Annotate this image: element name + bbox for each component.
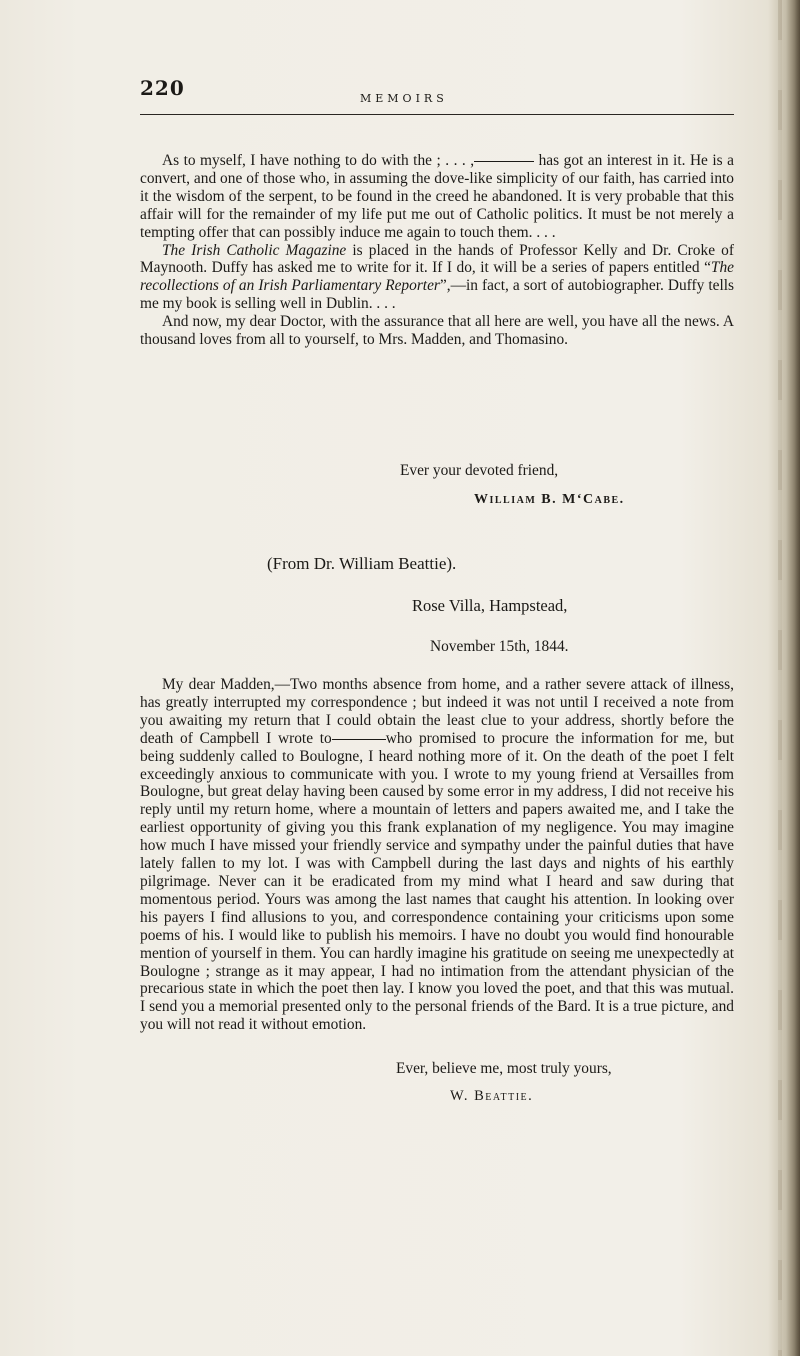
running-head: MEMOIRS bbox=[360, 92, 448, 105]
letter1-p1-start: As to myself, I have nothing to do with the ; . . . , bbox=[162, 152, 475, 169]
letter2-source: (From Dr. William Beattie). bbox=[267, 554, 457, 573]
letter1-paragraph-2 bbox=[140, 242, 734, 314]
letter1-p2-b: ”,—in fact, a sort of autobiographer. Duffy tells me my book is selling well in Dublin. . . . bbox=[140, 277, 734, 313]
letter1-p2-a: is placed in the hands of Professor Kelly and Dr. Croke of Maynooth. Duffy has asked me to write for it. If I do, it will be a series of papers entitled “ bbox=[140, 241, 734, 277]
letter2-address: Rose Villa, Hampstead, bbox=[412, 596, 568, 615]
page-number: 220 bbox=[140, 76, 185, 100]
letter2-paragraph bbox=[140, 676, 734, 1034]
letter2-signature: W. Beattie. bbox=[450, 1088, 534, 1104]
letter2-date: November 15th, 1844. bbox=[430, 638, 569, 655]
magazine-title: The Irish Catholic Magazine bbox=[162, 241, 347, 259]
letter1-paragraph-1 bbox=[140, 152, 734, 242]
letter1-p1-rest: has got an interest in it. He is a convert, and one of those who, in assuming the dove-like simplicity of our faith, has carried into it the wisdom of the serpent, to be found in the creed he abandoned. It is very probable that this affair will for the remainder of my life put me out of Catholic politics. It must be not merely a tempting offer that can possibly induce me again to touch them. . . . bbox=[140, 152, 734, 241]
letter1-signoff: Ever your devoted friend, bbox=[400, 462, 559, 479]
letter2-signoff: Ever, believe me, most truly yours, bbox=[396, 1060, 612, 1077]
letter-mccabe-body bbox=[140, 152, 734, 349]
letter1-signature: William B. M‘Cabe. bbox=[474, 492, 625, 507]
page-edge-shadow bbox=[786, 0, 800, 1356]
omitted-name-blank bbox=[474, 161, 534, 162]
header-rule bbox=[140, 114, 734, 115]
omitted-name-dash bbox=[332, 739, 386, 740]
letter-beattie-body bbox=[140, 676, 734, 1034]
letter1-paragraph-3: And now, my dear Doctor, with the assurance that all here are well, you have all the news. A thousand loves from all to yourself, to Mrs. Madden, and Thomasino. bbox=[140, 313, 734, 349]
letter2-body-a: My dear Madden,—Two months absence from home, and a rather severe attack of illness, has greatly interrupted my correspondence ; but indeed it was not until I received a note from you awaiting my return that I could obtain the least clue to your address, shortly before the death of Campbell I wrote to bbox=[140, 676, 734, 747]
series-title: The recollections of an Irish Parliamentary Reporter bbox=[140, 259, 734, 295]
letter2-body-b: who promised to procure the information for me, but being suddenly called to Boulogne, I heard nothing more of it. On the death of the poet I felt exceedingly anxious to communicate with you. I wrote to my young friend at Versailles from Boulogne, but great delay having been caused by some error in my address, I did not receive his reply until my return home, where a mountain of letters and papers awaited me, and I take the earliest opportunity of giving you this frank explanation of my negligence. You may imagine how much I have missed your friendly service and sympathy under the painful duties that have lately fallen to my lot. I was with Campbell during the last days and nights of his earthly pilgrimage. Never can it be eradicated from my mind what I heard and saw during that momentous period. Yours was among the last names that caught his attention. In looking over his payers I find allusions to you, and correspondence containing your criticisms upon some poems of his. I would like to publish his memoirs. I have no doubt you would find honourable mention of yourself in them. You can hardly imagine his gratitude on seeing me unexpectedly at Boulogne ; strange as it may appear, I had no intimation from the attendant physician of the precarious state in which the poet then lay. I know you loved the poet, and that this was mutual. I send you a memorial presented only to the personal friends of the Bard. It is a true picture, and you will not read it without emotion. bbox=[140, 729, 735, 1034]
page-stain bbox=[778, 0, 782, 1356]
